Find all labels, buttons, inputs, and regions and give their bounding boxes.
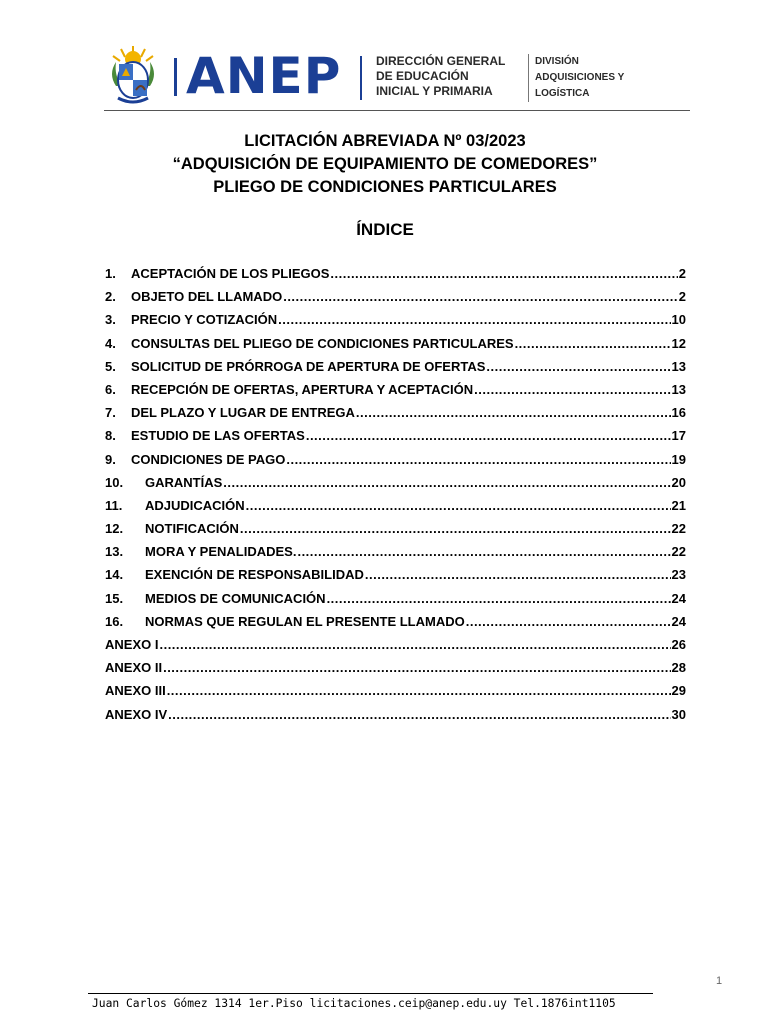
toc-entry-number: 1. bbox=[105, 266, 116, 281]
toc-dot-leader bbox=[223, 475, 670, 490]
toc-entry-page: 21 bbox=[671, 497, 686, 513]
toc-entry-page: 19 bbox=[671, 451, 686, 467]
toc-entry[interactable] bbox=[105, 382, 686, 405]
toc-entry-number: 11. bbox=[105, 497, 123, 513]
toc-dot-leader bbox=[486, 359, 670, 374]
toc-entry-page: 13 bbox=[671, 381, 686, 397]
toc-entry-page: 20 bbox=[671, 474, 686, 490]
toc-entry-page: 23 bbox=[671, 567, 686, 583]
toc-dot-leader bbox=[466, 614, 671, 629]
division-divider bbox=[528, 54, 529, 102]
toc-entry-number: 7. bbox=[105, 405, 116, 421]
toc-entry-title: NORMAS QUE REGULAN EL PRESENTE LLAMADO bbox=[145, 613, 465, 629]
toc-dot-leader bbox=[167, 683, 671, 698]
division-line: DIVISIÓN bbox=[535, 56, 579, 67]
toc-entry-number: 15. bbox=[105, 590, 124, 606]
toc-entry-page: 24 bbox=[671, 613, 686, 629]
toc-entry[interactable] bbox=[105, 544, 686, 567]
logo-bar bbox=[174, 58, 177, 96]
toc-dot-leader bbox=[246, 498, 671, 513]
toc-entry[interactable] bbox=[105, 707, 686, 730]
toc-dot-leader bbox=[515, 336, 671, 351]
toc-entry[interactable] bbox=[105, 405, 686, 428]
toc-entry-page: 16 bbox=[671, 405, 686, 421]
toc-entry-title: RECEPCIÓN DE OFERTAS, APERTURA Y ACEPTACIÓN bbox=[131, 381, 474, 397]
toc-entry-title: CONDICIONES DE PAGO bbox=[131, 451, 286, 467]
toc-entry-page: 2 bbox=[678, 289, 686, 305]
dgeip-label bbox=[376, 54, 505, 99]
toc-entry[interactable] bbox=[105, 660, 686, 683]
toc-entry-page: 24 bbox=[671, 590, 686, 606]
toc-entry[interactable] bbox=[105, 591, 686, 614]
toc-entry[interactable] bbox=[105, 266, 686, 289]
toc-dot-leader bbox=[286, 452, 670, 467]
toc-entry-page: 26 bbox=[671, 637, 686, 652]
page-number: 1 bbox=[716, 975, 723, 987]
logo-divider bbox=[360, 56, 362, 100]
toc-entry-page: 13 bbox=[671, 358, 686, 374]
toc-entry[interactable] bbox=[105, 498, 686, 521]
toc-entry-title: NOTIFICACIÓN bbox=[145, 521, 239, 537]
division-line: ADQUISICIONES Y bbox=[535, 72, 625, 83]
toc-dot-leader bbox=[163, 660, 670, 675]
dgeip-line: DE EDUCACIÓN bbox=[376, 69, 469, 83]
toc-entry-title: ANEXO II bbox=[105, 660, 163, 676]
toc-dot-leader bbox=[278, 312, 670, 327]
toc-entry[interactable] bbox=[105, 475, 686, 498]
toc-dot-leader bbox=[240, 521, 671, 536]
division-label bbox=[535, 54, 624, 102]
toc-entry-number: 10. bbox=[105, 474, 124, 490]
toc-entry-title: MORA Y PENALIDADES. bbox=[145, 544, 297, 560]
footer-rule bbox=[88, 993, 653, 994]
toc-dot-leader bbox=[474, 382, 670, 397]
letterhead bbox=[104, 44, 690, 110]
toc-entry[interactable] bbox=[105, 637, 686, 660]
title-line: LICITACIÓN ABREVIADA Nº 03/2023 bbox=[244, 132, 526, 150]
toc-entry-page: 10 bbox=[671, 312, 686, 328]
toc-entry[interactable] bbox=[105, 521, 686, 544]
toc-entry[interactable] bbox=[105, 614, 686, 637]
toc-entry-number: 9. bbox=[105, 451, 116, 467]
toc-entry[interactable] bbox=[105, 683, 686, 706]
toc-entry-number: 3. bbox=[105, 312, 116, 328]
footer-contact: Juan Carlos Gómez 1314 1er.Piso licitaciones.ceip@anep.edu.uy Tel.1876int1105 bbox=[92, 997, 616, 1010]
toc-entry-number: 5. bbox=[105, 358, 116, 374]
dgeip-line: INICIAL Y PRIMARIA bbox=[376, 84, 493, 98]
toc-entry-number: 8. bbox=[105, 428, 116, 444]
toc-entry-title: SOLICITUD DE PRÓRROGA DE APERTURA DE OFERTAS bbox=[131, 358, 486, 374]
toc-dot-leader bbox=[306, 428, 671, 443]
toc-entry-title: PRECIO Y COTIZACIÓN bbox=[131, 312, 278, 328]
toc-entry-number: 16. bbox=[105, 613, 124, 629]
toc-entry-number: 4. bbox=[105, 335, 116, 351]
toc-entry[interactable] bbox=[105, 452, 686, 475]
toc-entry-title: ANEXO IV bbox=[105, 706, 168, 722]
division-line: LOGÍSTICA bbox=[535, 88, 590, 99]
toc-dot-leader bbox=[327, 591, 671, 606]
toc-entry-page: 29 bbox=[671, 683, 686, 699]
toc-entry-page: 22 bbox=[671, 521, 686, 537]
toc-dot-leader bbox=[330, 266, 677, 281]
toc-entry-page: 28 bbox=[671, 660, 686, 676]
toc-entry-number: 6. bbox=[105, 381, 116, 397]
toc-entry-page: 30 bbox=[671, 706, 686, 722]
toc-dot-leader bbox=[297, 544, 670, 559]
toc-entry-number: 2. bbox=[105, 289, 116, 305]
toc-entry-number: 12. bbox=[105, 521, 124, 537]
document-title bbox=[0, 130, 770, 199]
toc-entry-number: 13. bbox=[105, 544, 124, 560]
toc-entry-title: EXENCIÓN DE RESPONSABILIDAD bbox=[145, 567, 364, 583]
toc-entry[interactable] bbox=[105, 289, 686, 312]
toc-entry[interactable] bbox=[105, 567, 686, 590]
toc-dot-leader bbox=[356, 405, 671, 420]
title-line: “ADQUISICIÓN DE EQUIPAMIENTO DE COMEDORES” bbox=[172, 155, 598, 173]
toc-dot-leader bbox=[365, 567, 671, 582]
toc-entry[interactable] bbox=[105, 359, 686, 382]
toc-entry-title: OBJETO DEL LLAMADO bbox=[131, 289, 283, 305]
toc-dot-leader bbox=[168, 707, 670, 722]
dgeip-line: DIRECCIÓN GENERAL bbox=[376, 54, 506, 68]
index-heading: ÍNDICE bbox=[356, 220, 414, 239]
toc-entry[interactable] bbox=[105, 336, 686, 359]
toc-dot-leader bbox=[159, 637, 670, 652]
toc-entry-page: 22 bbox=[671, 544, 686, 560]
toc-dot-leader bbox=[283, 289, 678, 304]
toc-entry-page: 2 bbox=[678, 266, 686, 281]
toc-entry-page: 17 bbox=[671, 428, 686, 444]
toc-entry-title: CONSULTAS DEL PLIEGO DE CONDICIONES PARTICULARES bbox=[131, 335, 514, 351]
toc-entry-page: 12 bbox=[671, 335, 686, 351]
toc-entry-title: GARANTÍAS bbox=[145, 474, 223, 490]
toc-entry-title: MEDIOS DE COMUNICACIÓN bbox=[145, 590, 326, 606]
anep-logo: ANEP bbox=[186, 47, 342, 105]
toc-entry-title: ADJUDICACIÓN bbox=[145, 497, 245, 513]
toc-entry[interactable] bbox=[105, 428, 686, 451]
toc-entry-title: ACEPTACIÓN DE LOS PLIEGOS bbox=[131, 266, 330, 281]
toc-entry-title: ANEXO I bbox=[105, 637, 159, 652]
table-of-contents bbox=[105, 266, 686, 730]
toc-entry-title: ANEXO III bbox=[105, 683, 166, 699]
toc-entry-title: DEL PLAZO Y LUGAR DE ENTREGA bbox=[131, 405, 355, 421]
toc-entry-title: ESTUDIO DE LAS OFERTAS bbox=[131, 428, 305, 444]
header-rule bbox=[104, 110, 690, 111]
national-coat-of-arms-icon bbox=[104, 44, 162, 108]
title-line: PLIEGO DE CONDICIONES PARTICULARES bbox=[213, 178, 557, 196]
toc-entry[interactable] bbox=[105, 312, 686, 335]
toc-entry-number: 14. bbox=[105, 567, 124, 583]
